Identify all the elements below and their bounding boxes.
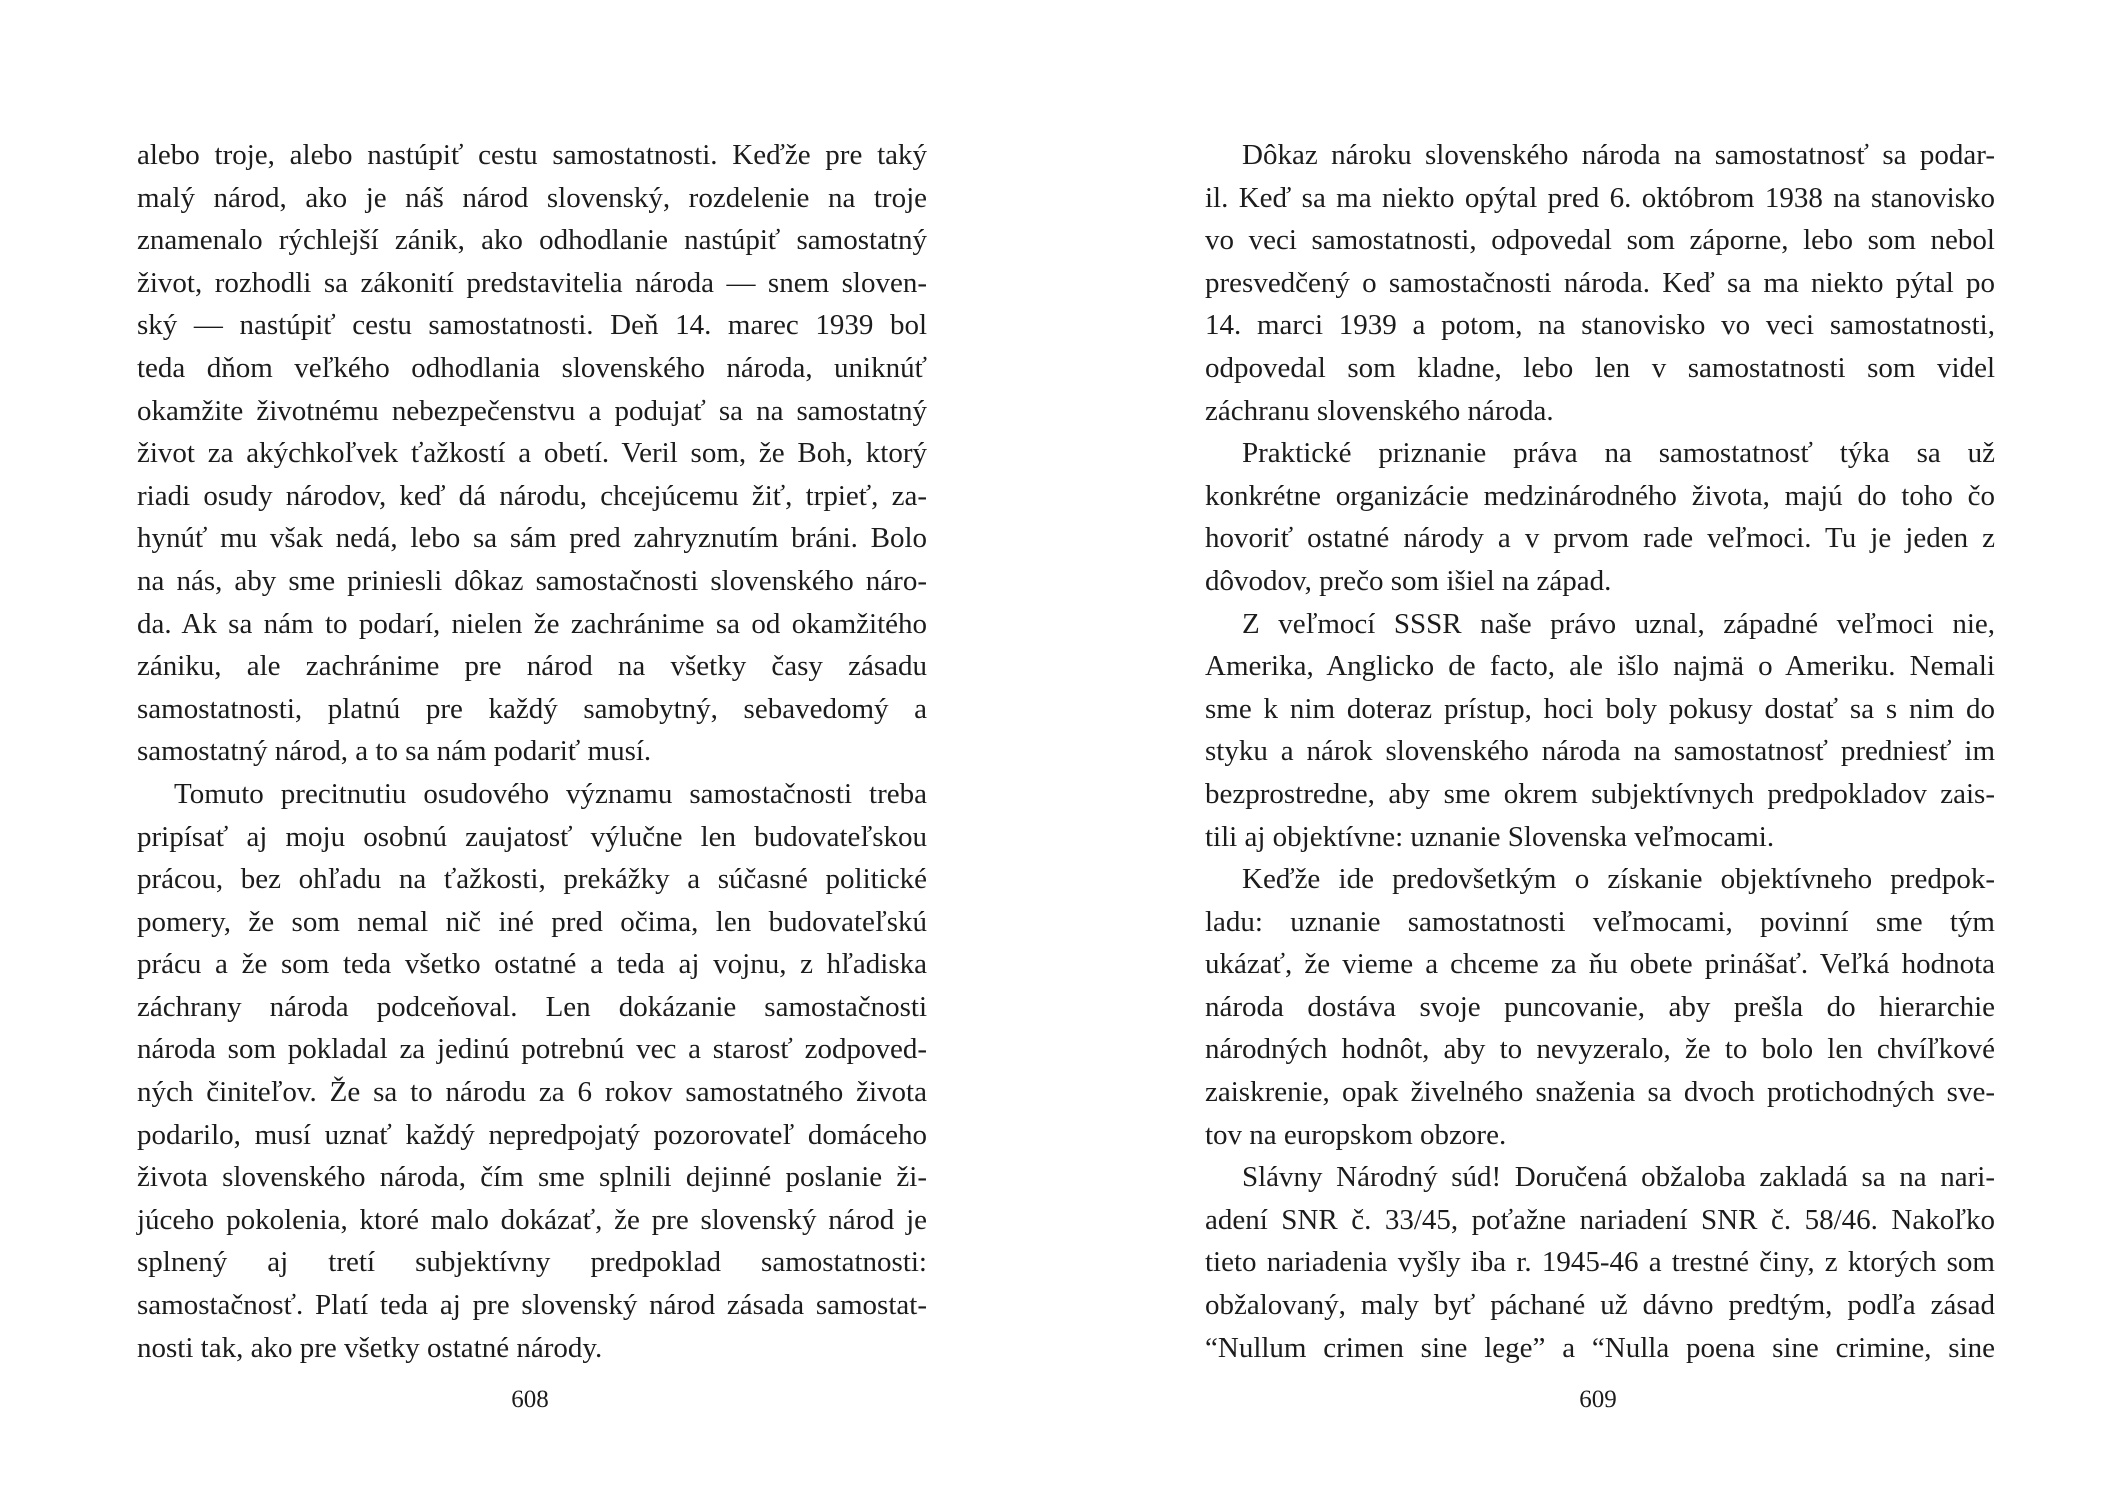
text-line: odpovedal som kladne, lebo len v samostatnosti som videl	[1205, 351, 1995, 384]
text-line: obžalovaný, maly byť páchané už dávno predtým, podľa zásad	[1205, 1289, 1995, 1322]
right-page-number: 609	[1579, 1386, 1617, 1413]
text-line: nosti tak, ako pre všetky ostatné národy.	[137, 1331, 603, 1364]
text-line: národa som pokladal za jedinú potrebnú vec a starosť zodpoved-	[137, 1033, 927, 1066]
text-line: národa dostáva svoje puncovanie, aby prešla do hierarchie	[1205, 990, 1995, 1023]
text-line: okamžite životnému nebezpečenstvu a podujať sa na samostatný	[137, 394, 927, 427]
text-line: tov na europskom obzore.	[1205, 1118, 1507, 1151]
text-line: zaiskrenie, opak živelného snaženia sa dvoch protichodných sve-	[1205, 1076, 1995, 1109]
text-line: konkrétne organizácie medzinárodného života, majú do toho čo	[1205, 479, 1995, 512]
right-page	[1059, 0, 2118, 1500]
text-line: 14. marci 1939 a potom, na stanovisko vo veci samostatnosti,	[1205, 309, 1995, 342]
text-line: tili aj objektívne: uznanie Slovenska veľmocami.	[1205, 820, 1775, 853]
text-line: život za akýchkoľvek ťažkostí a obetí. Veril som, že Boh, ktorý	[137, 437, 927, 470]
text-line: záchranu slovenského národa.	[1205, 394, 1554, 427]
text-line: ladu: uznanie samostatnosti veľmocami, povinní sme tým	[1205, 905, 1995, 938]
text-line: hynúť mu však nedá, lebo sa sám pred zahryznutím bráni. Bolo	[137, 522, 927, 555]
text-line: adení SNR č. 33/45, poťažne nariadení SNR č. 58/46. Nakoľko	[1205, 1203, 1995, 1236]
text-line: hovoriť ostatné národy a v prvom rade veľmoci. Tu je jeden z	[1205, 522, 1995, 555]
text-line: alebo troje, alebo nastúpiť cestu samostatnosti. Keďže pre taký	[137, 139, 927, 171]
text-line: národných hodnôt, aby to nevyzeralo, že to bolo len chvíľkové	[1205, 1033, 1995, 1066]
right-page-body-text	[1205, 134, 1995, 1369]
text-line: zániku, ale zachránime pre národ na všetky časy zásadu	[137, 650, 927, 683]
text-line: da. Ak sa nám to podarí, nielen že zachránime sa od okamžitého	[137, 607, 927, 640]
text-line: Keďže ide predovšetkým o získanie objektívneho predpok-	[1242, 863, 1995, 896]
text-line: bezprostredne, aby sme okrem subjektívnych predpokladov zais-	[1205, 777, 1995, 810]
text-line: “Nullum crimen sine lege” a “Nulla poena sine crimine, sine	[1205, 1331, 1995, 1364]
text-line: samostatný národ, a to sa nám podariť musí.	[137, 735, 652, 768]
text-line: ných činiteľov. Že sa to národu za 6 rokov samostatného života	[137, 1076, 927, 1109]
left-page-body-text	[137, 134, 927, 1369]
text-line: prácu a že som teda všetko ostatné a teda aj vojnu, z hľadiska	[137, 948, 927, 981]
text-line: dôvodov, prečo som išiel na západ.	[1205, 564, 1612, 597]
text-line: ukázať, že vieme a chceme za ňu obete prinášať. Veľká hodnota	[1205, 948, 1995, 981]
text-line: sme k nim doteraz prístup, hoci boly pokusy dostať sa s nim do	[1205, 692, 1995, 725]
text-line: splnený aj tretí subjektívny predpoklad samostatnosti:	[137, 1246, 927, 1279]
text-line: podarilo, musí uznať každý nepredpojatý pozorovateľ domáceho	[137, 1118, 927, 1151]
text-line: riadi osudy národov, keď dá národu, chcejúcemu žiť, trpieť, za-	[137, 479, 927, 512]
text-line: vo veci samostatnosti, odpovedal som záporne, lebo som nebol	[1205, 224, 1995, 257]
text-line: malý národ, ako je náš národ slovenský, rozdelenie na troje	[137, 181, 927, 214]
text-line: znamenalo rýchlejší zánik, ako odhodlanie nastúpiť samostatný	[137, 224, 927, 257]
text-line: Tomuto precitnutiu osudového významu samostačnosti treba	[174, 777, 927, 810]
text-line: ský — nastúpiť cestu samostatnosti. Deň 14. marec 1939 bol	[137, 309, 927, 342]
text-line: samostatnosti, platnú pre každý samobytný, sebavedomý a	[137, 692, 927, 725]
text-line: pripísať aj moju osobnú zaujatosť výlučne len budovateľskou	[137, 820, 927, 853]
text-line: Z veľmocí SSSR naše právo uznal, západné veľmoci nie,	[1242, 607, 1995, 640]
text-line: Dôkaz nároku slovenského národa na samostatnosť sa podar-	[1242, 139, 1995, 171]
text-line: il. Keď sa ma niekto opýtal pred 6. októbrom 1938 na stanovisko	[1205, 181, 1995, 214]
text-line: tieto nariadenia vyšly iba r. 1945-46 a trestné činy, z ktorých som	[1205, 1246, 1995, 1279]
text-line: teda dňom veľkého odhodlania slovenského národa, uniknúť	[137, 351, 927, 384]
text-line: Amerika, Anglicko de facto, ale išlo najmä o Ameriku. Nemali	[1205, 650, 1995, 683]
text-line: pomery, že som nemal nič iné pred očima, len budovateľskú	[137, 905, 927, 938]
text-line: samostačnosť. Platí teda aj pre slovenský národ zásada samostat-	[137, 1289, 927, 1322]
text-line: júceho pokolenia, ktoré malo dokázať, že pre slovenský národ je	[137, 1203, 927, 1236]
text-line: presvedčený o samostačnosti národa. Keď sa ma niekto pýtal po	[1205, 266, 1995, 299]
text-line: prácou, bez ohľadu na ťažkosti, prekážky a súčasné politické	[137, 863, 927, 896]
text-line: záchrany národa podceňoval. Len dokázanie samostačnosti	[137, 990, 927, 1023]
text-line: Praktické priznanie práva na samostatnosť týka sa už	[1242, 437, 1995, 470]
text-line: na nás, aby sme priniesli dôkaz samostačnosti slovenského náro-	[137, 564, 927, 597]
text-line: Slávny Národný súd! Doručená obžaloba zakladá sa na nari-	[1242, 1161, 1995, 1194]
text-line: styku a nárok slovenského národa na samostatnosť predniesť im	[1205, 735, 1995, 768]
text-line: život, rozhodli sa zákonití predstavitelia národa — snem sloven-	[137, 266, 927, 299]
text-line: života slovenského národa, čím sme splnili dejinné poslanie ži-	[137, 1161, 927, 1194]
left-page-number: 608	[511, 1386, 549, 1413]
